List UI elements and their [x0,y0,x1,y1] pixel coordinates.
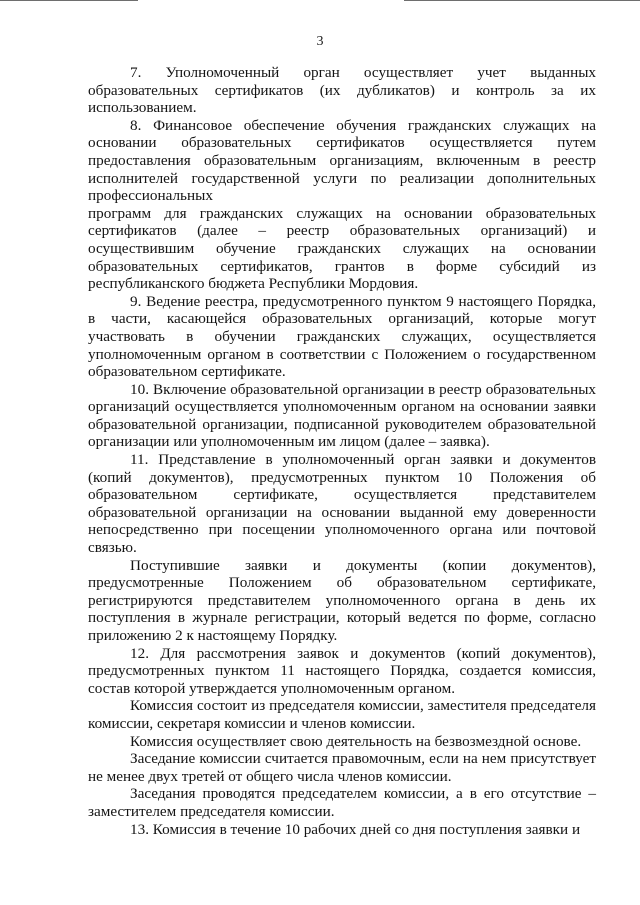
paragraph-7: 7. Уполномоченный орган осуществляет учет выданных образовательных сертификатов (их дубликатов) и контроль за их использованием. [88,64,596,117]
paragraph-11-registration: Поступившие заявки и документы (копии документов), предусмотренные Положением об образовательном сертификате, регистрируются представителем уполномоченного органа в день их поступления в журнале регистрации, который ведется по форме, согласно приложению 2 к настоящему Порядку. [88,556,596,644]
paragraph-commission-basis: Комиссия осуществляет свою деятельность на безвозмездной основе. [130,732,582,750]
paragraph-10: 10. Включение образовательной организации в реестр образовательных организаций осуществляется уполномоченным органом на основании заявки образовательной организации, подписанной руководителем образовательной организации или уполномоченным им лицом (далее – заявка). [88,380,596,451]
paragraph-commission-chair: Заседания проводятся председателем комиссии, а в его отсутствие – заместителем председателя комиссии. [88,785,596,820]
paragraph-11: 11. Представление в уполномоченный орган заявки и документов (копий документов), предусмотренных пунктом 10 Положения об образовательном сертификате, осуществляется представителем образовательной организации на основании выданной ему доверенности непосредственно при посещении уполномоченного органа или почтовой связью. [88,451,596,557]
page-number: 3 [316,34,324,49]
paragraph-8-continued: программ для гражданских служащих на основании образовательных сертификатов (далее – реестр образовательных организаций) и осуществившим обучение гражданских служащих на основании образовательных сертификатов, грантов в форме субсидий из республиканского бюджета Республики Мордовия. [88,204,596,293]
paragraph-commission-composition: Комиссия состоит из председателя комиссии, заместителя председателя комиссии, секретаря комиссии и членов комиссии. [88,697,596,732]
paragraph-commission-quorum: Заседание комиссии считается правомочным, если на нем присутствует не менее двух третей от общего числа членов комиссии. [88,750,596,785]
scan-edge-line-right [404,0,640,1]
paragraph-12: 12. Для рассмотрения заявок и документов (копий документов), предусмотренных пунктом 11 настоящего Порядка, создается комиссия, состав которой утверждается уполномоченным органом. [88,644,596,697]
document-body [88,64,596,838]
paragraph-8: 8. Финансовое обеспечение обучения гражданских служащих на основании образовательных сертификатов осуществляется путем предоставления образовательным организациям, включенным в реестр исполнителей государственной услуги по реализации дополнительных профессиональных [88,116,596,205]
scan-edge-line-left [0,0,138,1]
paragraph-13: 13. Комиссия в течение 10 рабочих дней со дня поступления заявки и [130,820,581,838]
paragraph-9: 9. Ведение реестра, предусмотренного пунктом 9 настоящего Порядка, в части, касающейся образовательных организаций, которые могут участвовать в обучении гражданских служащих, осуществляется уполномоченным органом в соответствии с Положением о государственном образовательном сертификате. [88,292,596,381]
